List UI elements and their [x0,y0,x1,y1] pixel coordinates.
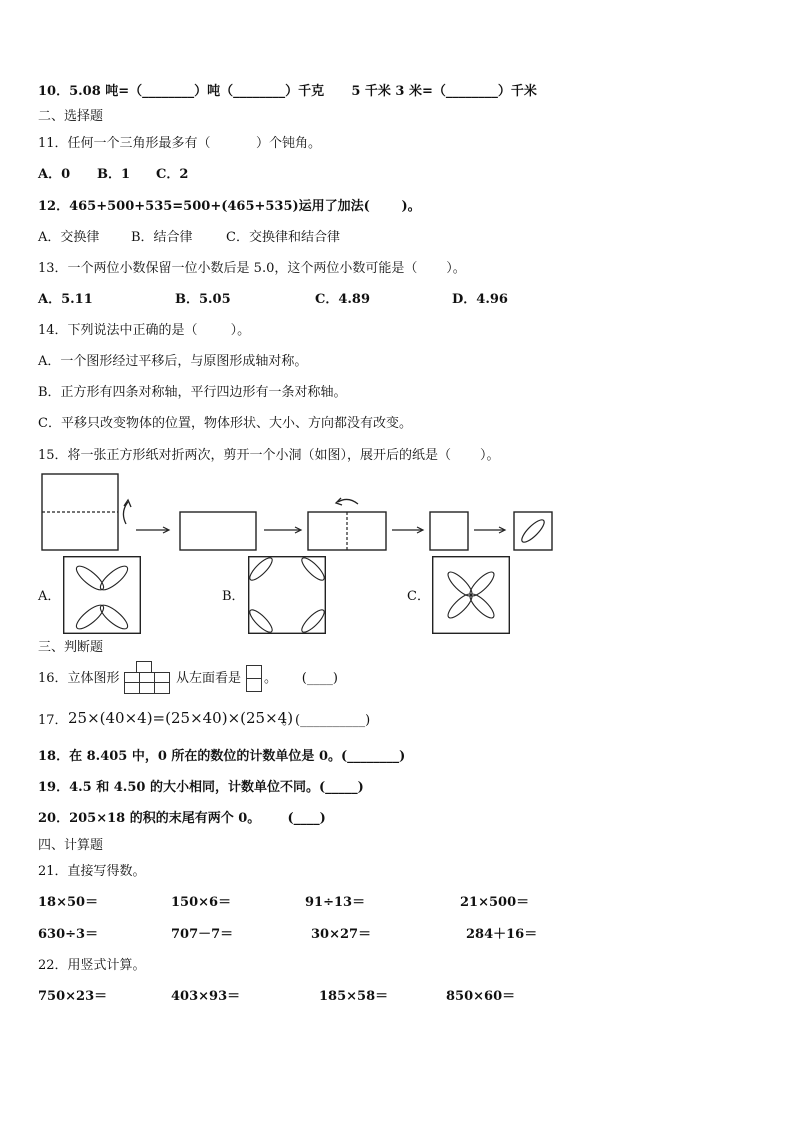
section-calc-title: 四、计算题 [38,838,104,853]
question-13-stem: 13．一个两位小数保留一位小数后是 5.0，这个两位小数可能是（ ）。 [38,261,466,276]
section-choice-title: 二、选择题 [38,109,104,124]
q11-option-a: A．0 [38,167,71,182]
fold-arrow-curve [338,499,358,504]
q15-option-b-figure [248,556,326,634]
q15-option-c-label: C． [407,589,430,604]
q15-option-a-label: A． [38,589,61,604]
folded-square [430,512,468,550]
q11-option-b: B．1 [97,167,131,182]
q21-item-1: 18×50＝ [38,895,99,910]
question-16-post: 从左面看是 [176,671,242,686]
cut-square [514,512,552,550]
q13-option-b: B．5.05 [175,292,231,307]
q21-item-5: 630÷3＝ [38,927,99,942]
q21-item-7: 30×27＝ [311,927,372,942]
question-20: 20．205×18 的积的末尾有两个 0。 (____) [38,811,326,826]
question-17-formula: 25×(40×4)=(25×40)×(25×4) [68,709,294,727]
question-10: 10．5.08 吨=（________）吨（________）千克 5 千米 3 米=（________）千米 [38,84,537,99]
question-14-stem: 14．下列说法中正确的是（ ）。 [38,323,251,338]
q11-option-c: C．2 [156,167,189,182]
folded-rectangle [180,512,256,550]
q22-item-2: 403×93＝ [171,989,241,1004]
question-11-stem: 11．任何一个三角形最多有（ ）个钝角。 [38,136,321,151]
q15-option-a-figure [63,556,141,634]
q21-item-4: 21×500＝ [460,895,530,910]
question-19: 19．4.5 和 4.50 的大小相同，计数单位不同。(_____) [38,780,364,795]
q13-option-d: D．4.96 [452,292,508,307]
question-17-number: 17． [38,713,68,728]
q15-option-c-figure [432,556,510,634]
q14-option-b: B．正方形有四条对称轴，平行四边形有一条对称轴。 [38,385,347,400]
q22-item-4: 850×60＝ [446,989,516,1004]
q22-item-3: 185×58＝ [319,989,389,1004]
q12-option-b: B．结合律 [131,230,193,245]
q13-option-a: A．5.11 [38,292,93,307]
question-21-stem: 21．直接写得数。 [38,864,146,879]
section-judgment-title: 三、判断题 [38,640,104,655]
question-17-tail: 。(__________) [282,713,371,728]
q21-item-3: 91÷13＝ [305,895,366,910]
question-15-stem: 15．将一张正方形纸对折两次，剪开一个小洞（如图），展开后的纸是（ ）。 [38,448,500,463]
question-18: 18．在 8.405 中，0 所在的数位的计数单位是 0。(________) [38,749,406,764]
q22-item-1: 750×23＝ [38,989,108,1004]
q12-option-c: C．交换律和结合律 [226,230,340,245]
question-16-tail: 。 (____) [264,671,338,686]
q13-option-c: C．4.89 [315,292,371,307]
q21-item-8: 284＋16＝ [466,927,538,942]
q21-item-2: 150×6＝ [171,895,232,910]
left-view-figure [246,665,262,693]
q21-item-6: 707－7＝ [171,927,234,942]
solid-figure-cubes [122,660,176,694]
question-12-stem: 12．465+500+535=500+(465+535)运用了加法( )。 [38,199,421,214]
q12-option-a: A．交换律 [38,230,100,245]
question-22-stem: 22．用竖式计算。 [38,958,146,973]
q15-option-b-label: B． [222,589,245,604]
question-16-pre: 16．立体图形 [38,671,120,686]
q14-option-c: C．平移只改变物体的位置，物体形状、大小、方向都没有改变。 [38,416,412,431]
q14-option-a: A．一个图形经过平移后，与原图形成轴对称。 [38,354,308,369]
folding-process-figure [36,472,566,554]
